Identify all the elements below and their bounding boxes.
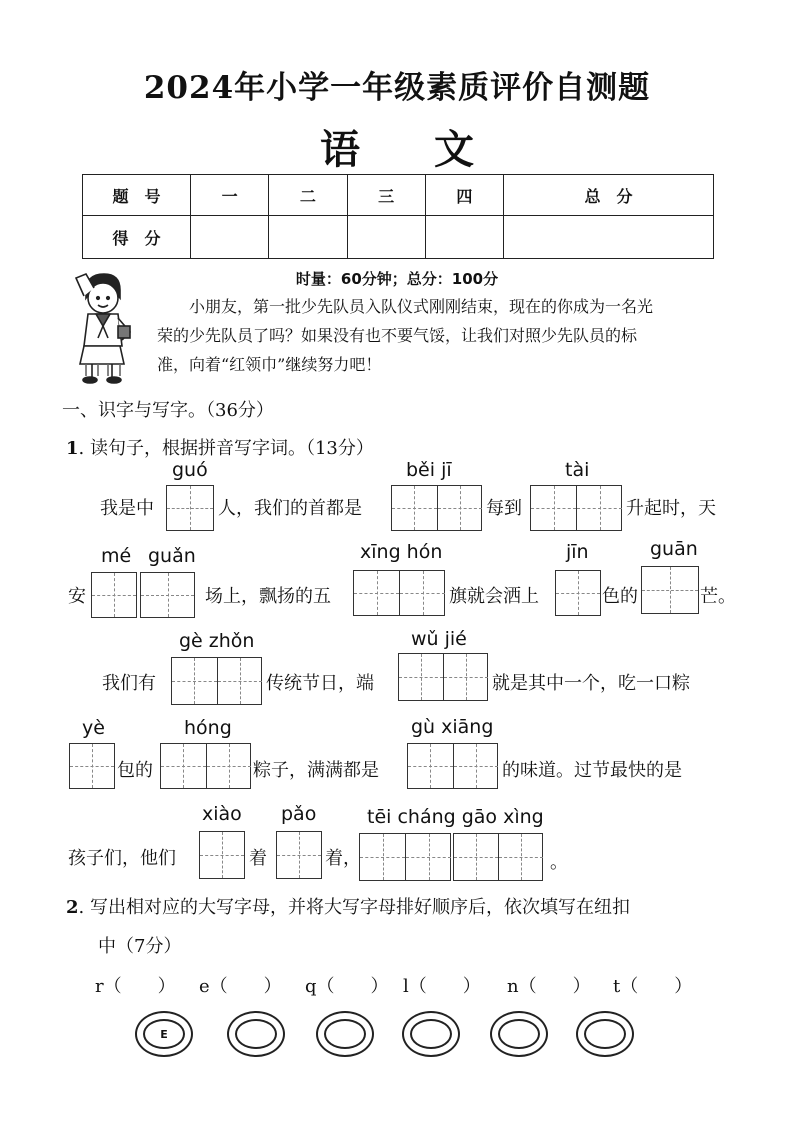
letter-item[interactable]: r（ ）	[95, 976, 176, 997]
writing-grid[interactable]	[555, 570, 601, 616]
subject-title: 语 文	[320, 126, 504, 173]
sentence-text: 升起时，天	[626, 498, 716, 519]
grid-cell[interactable]	[405, 834, 451, 880]
pinyin-label: wǔ jié	[411, 628, 467, 650]
time-info: 时量：60分钟；总分：100分	[295, 270, 499, 288]
button-center	[498, 1019, 540, 1049]
grid-guide-line	[414, 486, 415, 530]
grid-cell[interactable]	[392, 486, 437, 530]
question-2-heading	[66, 893, 630, 919]
section-1-heading: 一、识字与写字。（36分）	[62, 400, 274, 421]
sentence-text: 色的	[602, 586, 638, 607]
sentence-text: 。	[550, 852, 568, 873]
grid-guide-line	[229, 744, 230, 788]
table-cell: 一	[191, 175, 269, 216]
grid-cell[interactable]	[408, 744, 453, 788]
grid-guide-line	[429, 834, 430, 880]
grid-guide-line	[466, 654, 467, 700]
writing-grid[interactable]	[398, 653, 488, 701]
grid-cell[interactable]	[437, 486, 483, 530]
pinyin-label: xiào	[202, 803, 242, 825]
grid-cell[interactable]	[217, 658, 263, 704]
pinyin-label: xīng hón	[360, 541, 443, 563]
button-center	[584, 1019, 626, 1049]
sentence-text: 孩子们，他们	[68, 848, 176, 869]
pinyin-label: tēi cháng gāo xìng	[367, 806, 544, 828]
grid-guide-line	[423, 571, 424, 615]
grid-guide-line	[430, 744, 431, 788]
writing-grid[interactable]	[359, 833, 451, 881]
button-center	[235, 1019, 277, 1049]
writing-grid[interactable]	[530, 485, 622, 531]
grid-cell[interactable]	[531, 486, 576, 530]
grid-guide-line	[190, 486, 191, 530]
grid-guide-line	[600, 486, 601, 530]
sentence-text: 包的	[117, 760, 153, 781]
grid-guide-line	[168, 573, 169, 617]
writing-grid[interactable]	[69, 743, 115, 789]
letter-item[interactable]: n（ ）	[507, 976, 591, 997]
table-cell: 得 分	[83, 216, 191, 259]
exam-title: 2024年小学一年级素质评价自测题	[143, 70, 651, 106]
writing-grid[interactable]	[171, 657, 262, 705]
grid-cell[interactable]	[453, 744, 499, 788]
pinyin-label: yè	[82, 717, 105, 739]
question-number: 2	[66, 897, 79, 918]
score-cell[interactable]	[347, 216, 425, 259]
grid-guide-line	[222, 832, 223, 878]
grid-cell[interactable]	[354, 571, 399, 615]
question-text: . 写出相对应的大写字母，并将大写字母排好顺序后，依次填写在纽扣	[78, 897, 630, 918]
button-center: E	[143, 1019, 185, 1049]
sentence-text: 着	[249, 848, 267, 869]
grid-cell[interactable]	[200, 832, 244, 878]
button-ring[interactable]	[135, 1011, 193, 1057]
sentence-text: 传统节日，端	[266, 673, 374, 694]
button-ring[interactable]	[576, 1011, 634, 1057]
pinyin-label: běi jī	[406, 459, 452, 481]
button-center	[324, 1019, 366, 1049]
writing-grid[interactable]	[353, 570, 445, 616]
grid-cell[interactable]	[576, 486, 622, 530]
sentence-text: 我们有	[102, 673, 156, 694]
writing-grid[interactable]	[199, 831, 245, 879]
grid-cell[interactable]	[167, 486, 213, 530]
pinyin-label: guǎn	[148, 545, 196, 567]
button-center	[410, 1019, 452, 1049]
button-ring[interactable]	[402, 1011, 460, 1057]
pinyin-label: jīn	[566, 541, 589, 563]
pinyin-label: guān	[650, 538, 698, 560]
writing-grid[interactable]	[407, 743, 498, 789]
grid-guide-line	[476, 834, 477, 880]
letter-item[interactable]: l（ ）	[403, 976, 481, 997]
grid-cell[interactable]	[70, 744, 114, 788]
table-cell: 总 分	[504, 175, 714, 216]
grid-cell[interactable]	[92, 573, 136, 617]
score-table-score-row	[83, 216, 714, 259]
sentence-text: 安	[68, 586, 86, 607]
grid-cell[interactable]	[399, 571, 445, 615]
score-table	[82, 174, 714, 259]
pinyin-label: gù xiāng	[411, 716, 494, 738]
question-number: 1	[66, 438, 79, 459]
letter-item[interactable]: q（ ）	[305, 976, 389, 997]
intro-line: 准，向着“红领巾”继续努力吧！	[157, 355, 382, 374]
grid-guide-line	[92, 744, 93, 788]
grid-guide-line	[383, 834, 384, 880]
intro-paragraph	[157, 292, 737, 379]
button-ring[interactable]	[227, 1011, 285, 1057]
grid-cell[interactable]	[399, 654, 443, 700]
grid-cell[interactable]	[277, 832, 321, 878]
grid-guide-line	[421, 654, 422, 700]
button-ring[interactable]	[316, 1011, 374, 1057]
pinyin-label: gè zhǒn	[179, 630, 255, 652]
grid-cell[interactable]	[141, 573, 194, 617]
score-cell[interactable]	[269, 216, 347, 259]
sentence-text: 旗就会洒上	[449, 586, 539, 607]
sentence-text: 每到	[486, 498, 522, 519]
grid-guide-line	[460, 486, 461, 530]
writing-grid[interactable]	[641, 566, 699, 614]
grid-guide-line	[183, 744, 184, 788]
pinyin-label: hóng	[184, 717, 232, 739]
grid-cell[interactable]	[206, 744, 252, 788]
letter-item[interactable]: e（ ）	[199, 976, 282, 997]
writing-grid[interactable]	[140, 572, 195, 618]
table-cell: 二	[269, 175, 347, 216]
intro-line: 荣的少先队员了吗？如果没有也不要气馁，让我们对照少先队员的标	[157, 326, 638, 345]
grid-guide-line	[377, 571, 378, 615]
pinyin-label: pǎo	[281, 803, 317, 825]
sentence-text: 场上，飘扬的五	[205, 586, 331, 607]
grid-guide-line	[299, 832, 300, 878]
grid-guide-line	[114, 573, 115, 617]
pinyin-label: guó	[172, 459, 208, 481]
pioneer-illustration	[62, 268, 144, 386]
grid-cell[interactable]	[443, 654, 488, 700]
score-cell[interactable]	[191, 216, 269, 259]
grid-cell[interactable]	[498, 834, 543, 880]
grid-guide-line	[194, 658, 195, 704]
intro-line: 小朋友，第一批少先队员入队仪式刚刚结束，现在的你成为一名光	[189, 297, 654, 316]
table-cell: 四	[425, 175, 503, 216]
letter-item[interactable]: t（ ）	[613, 976, 693, 997]
score-table-header-row	[83, 175, 714, 216]
grid-guide-line	[476, 744, 477, 788]
sentence-text: 就是其中一个，吃一口粽	[492, 673, 690, 694]
grid-cell[interactable]	[172, 658, 217, 704]
sentence-text: 我是中	[100, 498, 154, 519]
grid-cell[interactable]	[161, 744, 206, 788]
writing-grid[interactable]	[160, 743, 251, 789]
sentence-text: 粽子，满满都是	[253, 760, 379, 781]
grid-cell[interactable]	[556, 571, 600, 615]
writing-grid[interactable]	[166, 485, 214, 531]
grid-guide-line	[240, 658, 241, 704]
writing-grid[interactable]	[453, 833, 543, 881]
grid-guide-line	[521, 834, 522, 880]
writing-grid[interactable]	[91, 572, 137, 618]
sentence-text: 的味道。过节最快的是	[502, 760, 682, 781]
sentence-text: 人，我们的首都是	[218, 498, 362, 519]
pinyin-label: tài	[565, 459, 590, 481]
grid-guide-line	[554, 486, 555, 530]
grid-cell[interactable]	[360, 834, 405, 880]
score-cell[interactable]	[504, 216, 714, 259]
sentence-text: 芒。	[700, 586, 736, 607]
table-cell: 题 号	[83, 175, 191, 216]
table-cell: 三	[347, 175, 425, 216]
question-1-heading	[66, 434, 374, 460]
grid-guide-line	[670, 567, 671, 613]
score-cell[interactable]	[425, 216, 503, 259]
grid-cell[interactable]	[454, 834, 498, 880]
sentence-text: 着，	[325, 848, 361, 869]
grid-guide-line	[578, 571, 579, 615]
button-ring[interactable]	[490, 1011, 548, 1057]
writing-grid[interactable]	[276, 831, 322, 879]
grid-cell[interactable]	[642, 567, 698, 613]
pinyin-label: mé	[101, 545, 132, 567]
writing-grid[interactable]	[391, 485, 482, 531]
question-2-heading-cont: 中（7分）	[98, 936, 182, 957]
question-text: . 读句子，根据拼音写字词。（13分）	[78, 438, 374, 459]
